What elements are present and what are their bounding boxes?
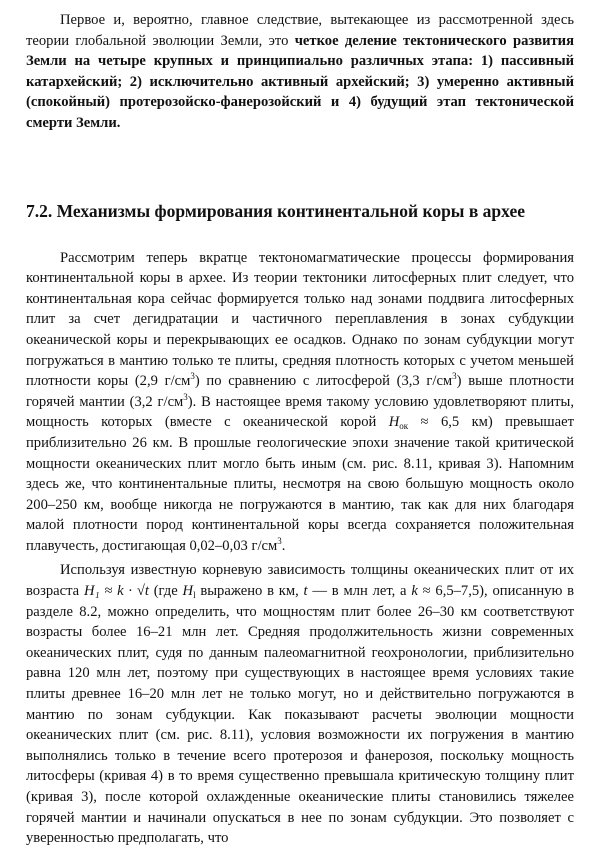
p2-text-1: Рассмотрим теперь вкратце тектономагматические процессы формирования континентальной коры в архее. Из теории тектоники литосферных плит следует, что континентальная кора сейчас формируется только над зонами поддвига литосферных плит за счет дегидратации и частичного переплавления в зонах субдукции океанической коры и перекрывающих ее осадков. Однако по зонам субдукции могут погружаться в мантию только те плиты, средняя плотность которых с учетом меньшей плотности коры (2,9 г/см [26, 249, 574, 390]
p2-text-6: . [281, 537, 286, 554]
paragraph-3 [26, 560, 574, 848]
intro-bold-text: четкое деление тектонического развития Земли на четыре крупных и принципиально различных этапа: 1) пассивный катархейский; 2) исключительно активный архейский; 3) умеренно активный (спокойный) протерозойско-фанерозойский и 4) будущий этап тектонической смерти Земли. [26, 32, 574, 131]
p2-text-4: ). В настоящее время такому условию удовлетворяют плиты, мощность которых (вместе с океанической корой [26, 393, 575, 431]
sub-ok: ок [399, 421, 409, 432]
section-heading: 7.2. Механизмы формирования континентальной коры в архее [26, 200, 525, 221]
sup-3d: 3 [277, 535, 282, 546]
page [26, 10, 574, 849]
p3-text-4: — в млн лет, а [307, 583, 412, 600]
sup-3c: 3 [183, 391, 188, 402]
sup-3b: 3 [452, 371, 457, 382]
var-H1: H [182, 583, 194, 600]
intro-text: Первое и, вероятно, главное следствие, вытекающее из рассмотренной здесь теории глобальной эволюции Земли, это [26, 12, 574, 49]
p2-text-2: ) по сравнению с литосферой (3,3 г/см [194, 373, 453, 390]
formula: H₁ ≈ k · √t [83, 583, 149, 600]
sup-3a: 3 [190, 371, 195, 382]
intro-paragraph [26, 10, 574, 134]
paragraph-2 [26, 248, 574, 557]
var-H: H [388, 414, 400, 431]
var-k: k [411, 583, 418, 600]
p3-text-3: выражено в км, [195, 583, 304, 600]
sub-1: l [193, 590, 196, 601]
p3-text-5: ≈ 6,5–7,5), описанную в разделе 8.2, можно определить, что мощностям плит более 26–30 км соответствуют возрасты более 16–21 млн лет. Средняя продолжительность жизни современных океанических плит, судя по данным палеомагнитной геохронологии, приблизительно равна 120 млн лет, поэтому при существующих в настоящее время условиях такие плиты древнее 16–20 млн лет не только могут, но и действительно погружаются в мантию по зонам субдукции. Как показывают расчеты эволюции мощности океанических плит (см. рис. 8.11), условия возможности их погружения в мантию выполнялись только в течение всего протерозоя и фанерозоя, поскольку мощность литосферы (кривая 4) в то время существенно превышала критическую толщину плит (кривая 3), после которой охлажденные океанические плиты становились тяжелее горячей мантии и начинали опускаться в нее по зонам субдукции. Это позволяет с уверенностью предполагать, что [26, 583, 575, 847]
p2-text-3: ) выше плотности горячей мантии (3,2 г/см [26, 373, 575, 410]
p2-text-5: ≈ 6,5 км) превышает приблизительно 26 км. В прошлые геологические эпохи значение такой критической мощности океанических плит могло быть иным (см. рис. 8.11, кривая 3). Напомним здесь же, что континентальные плиты, несмотря на свою большую мощность около 200–250 км, вообще никогда не погружаются в мантию, так как для них благодаря малой плотности пород континентальной коры всегда сохраняется положительная плавучесть, достигающая 0,02–0,03 г/см [26, 414, 574, 554]
var-t: t [303, 583, 308, 600]
p3-text-2: (где [148, 583, 183, 600]
p3-text-1: Используя известную корневую зависимость толщины океанических плит от их возраста [26, 562, 574, 600]
